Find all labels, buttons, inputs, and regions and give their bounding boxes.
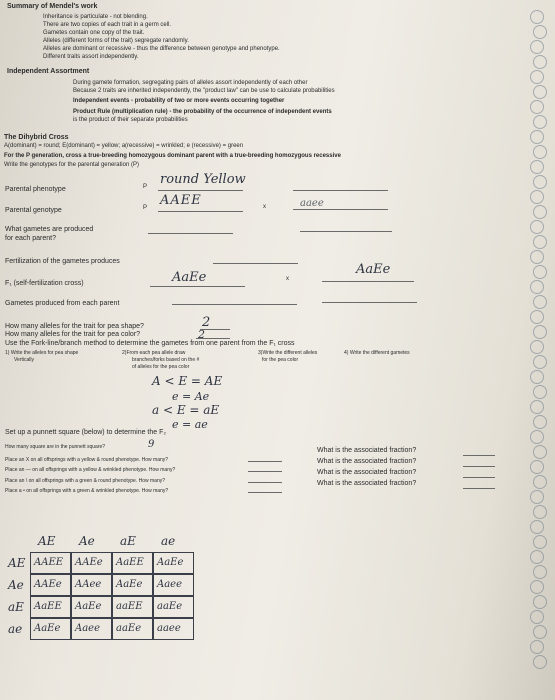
spiral-ring <box>530 130 544 144</box>
punnett-cell <box>153 552 194 574</box>
genotype-answer-line <box>158 211 243 212</box>
gametes-each-answer-line-2 <box>322 302 417 303</box>
count-answer-line <box>248 461 282 462</box>
forkline-step-1b: Vertically <box>14 357 35 363</box>
spiral-ring <box>533 115 547 129</box>
punnett-cell-genotype: Aaee <box>75 623 101 634</box>
punnett-cell <box>30 596 71 618</box>
punnett-cell <box>71 596 112 618</box>
spiral-ring <box>533 505 547 519</box>
fraction-question-1: What is the associated fraction? <box>317 447 417 454</box>
genotype-answer-line-2 <box>293 209 388 210</box>
spiral-ring <box>533 475 547 489</box>
summary-line: Alleles (different forms of the trait) segregate randomly. <box>43 38 189 44</box>
spiral-ring <box>533 625 547 639</box>
forkline-instruction: Use the Fork-line/branch method to determine the gametes from one parent from the F₁ cross <box>5 340 295 347</box>
punnett-cell-genotype: aaEe <box>157 601 183 612</box>
spiral-ring <box>533 295 547 309</box>
spiral-ring <box>530 40 544 54</box>
handwritten-branch-1b: e = Ae <box>172 390 210 403</box>
punnett-cell-genotype: AaEE <box>34 601 62 612</box>
dihybrid-instruction-2: Write the genotypes for the parental generation (P) <box>4 162 139 168</box>
forkline-step-3: 3)Write the different alleles <box>258 350 318 356</box>
handwritten-branch-2b: e = ae <box>172 418 208 431</box>
handwritten-color-answer: 2 <box>198 328 205 341</box>
spiral-ring <box>533 145 547 159</box>
forkline-step-2: 2)From each pea allele draw <box>122 350 186 356</box>
forkline-step-3b: for the pea color <box>262 357 299 363</box>
parental-genotype-label: Parental genotype <box>5 207 62 214</box>
punnett-cell-genotype: AaEe <box>75 601 102 612</box>
forkline-step-2b: branches/forks based on the # <box>132 357 200 363</box>
handwritten-phenotype: round Yellow <box>160 172 246 187</box>
punnett-cell <box>112 596 153 618</box>
count-answer-line <box>248 471 282 472</box>
punnett-col-header: Ae <box>79 534 95 548</box>
spiral-ring <box>530 280 544 294</box>
punnett-cell <box>153 596 194 618</box>
punnett-how-many: How many square are in the punnett square? <box>5 444 106 450</box>
spiral-ring <box>533 385 547 399</box>
summary-line: Alleles are dominant or recessive - thus the difference between genotype and phenotype. <box>43 46 280 52</box>
dihybrid-key: A(dominant) = round; E(dominant) = yellow; a(recessive) = wrinkled; e (recessive) = green <box>4 143 244 149</box>
summary-line: Inheritance is particulate - not blending. <box>43 14 148 20</box>
spiral-ring <box>530 580 544 594</box>
spiral-ring <box>530 400 544 414</box>
p-generation-label: P <box>143 184 148 190</box>
spiral-ring <box>533 55 547 69</box>
gametes-answer-line-2 <box>300 231 392 232</box>
forkline-step-1: 1) Write the alleles for pea shape <box>5 350 79 356</box>
punnett-row-header: ae <box>8 622 23 636</box>
independent-line: Independent events - probability of two or more events occurring together <box>73 98 285 104</box>
dihybrid-title: The Dihybrid Cross <box>4 134 69 141</box>
fraction-question-4: What is the associated fraction? <box>317 480 417 487</box>
p-generation-label-2: P <box>143 205 148 211</box>
spiral-ring <box>530 610 544 624</box>
summary-line: Different traits assort independently. <box>43 54 139 60</box>
punnett-row-header: Ae <box>8 578 24 592</box>
color-answer-line <box>196 338 230 339</box>
fraction-answer-line <box>463 488 495 489</box>
fraction-answer-line <box>463 477 495 478</box>
punnett-cell-genotype: AaEE <box>116 557 144 568</box>
punnett-col-header: aE <box>120 534 136 548</box>
handwritten-genotype-right: aaee <box>300 198 324 209</box>
question-pea-color: How many alleles for the trait for pea color? <box>5 331 141 338</box>
handwritten-genotype-left: AAEE <box>160 193 202 208</box>
punnett-cell-genotype: aaEe <box>116 623 142 634</box>
spiral-ring <box>533 85 547 99</box>
spiral-ring <box>533 175 547 189</box>
f1-answer-line-2 <box>322 281 414 282</box>
punnett-question-1: Place an X on all offsprings with a yellow & round phenotype. How many? <box>5 457 169 463</box>
gametes-answer-line <box>148 233 233 234</box>
spiral-ring <box>530 550 544 564</box>
summary-title: Summary of Mendel's work <box>7 3 98 10</box>
handwritten-branch-1: A < E = AE <box>152 374 223 388</box>
forkline-step-4: 4) Write the different gametes <box>344 350 410 356</box>
spiral-ring <box>533 205 547 219</box>
punnett-col-header: AE <box>38 534 56 548</box>
punnett-cell-genotype: AAEE <box>34 557 64 568</box>
count-answer-line <box>248 482 282 483</box>
fertilization-label: Fertilization of the gametes produces <box>5 258 120 265</box>
punnett-cell <box>112 618 153 640</box>
independent-line: Because 2 traits are inherited independently, the "product law" can be use to calculate probabilities <box>73 88 335 94</box>
punnett-cell <box>71 552 112 574</box>
punnett-cell-genotype: Aaee <box>157 579 183 590</box>
spiral-ring <box>530 10 544 24</box>
spiral-ring <box>530 250 544 264</box>
punnett-cell-genotype: AaEe <box>116 579 143 590</box>
spiral-ring <box>530 520 544 534</box>
fertilization-answer-line <box>213 263 298 264</box>
dihybrid-instruction: For the P generation, cross a true-breeding homozygous dominant parent with a true-breeding homozygous recessive <box>4 153 341 159</box>
spiral-ring <box>530 220 544 234</box>
independent-line: Product Rule (multiplication rule) - the probability of the occurrence of independent events <box>73 109 332 115</box>
count-answer-line <box>248 492 282 493</box>
spiral-ring <box>530 490 544 504</box>
spiral-ring <box>533 595 547 609</box>
fraction-question-2: What is the associated fraction? <box>317 458 417 465</box>
independent-line: During gamete formation, segregating pairs of alleles assort independently of each other <box>73 80 308 86</box>
spiral-ring <box>530 340 544 354</box>
phenotype-answer-line-2 <box>293 190 388 191</box>
punnett-cell-genotype: AAEe <box>75 557 103 568</box>
gametes-each-label: Gametes produced from each parent <box>5 300 120 307</box>
punnett-cell-genotype: AaEe <box>34 623 61 634</box>
spiral-ring <box>530 430 544 444</box>
cross-x: x <box>263 204 266 210</box>
punnett-cell <box>153 574 194 596</box>
punnett-cell <box>71 618 112 640</box>
summary-line: Gametes contain one copy of the trait. <box>43 30 145 36</box>
punnett-question-2: Place an — on all offsprings with a yellow & wrinkled phenotype. How many? <box>5 467 176 473</box>
spiral-ring <box>530 460 544 474</box>
handwritten-branch-2: a < E = aE <box>152 403 220 417</box>
spiral-ring <box>530 640 544 654</box>
spiral-ring <box>533 655 547 669</box>
punnett-cell <box>30 574 71 596</box>
punnett-cell <box>153 618 194 640</box>
question-pea-shape: How many alleles for the trait for pea shape? <box>5 323 144 330</box>
f1-label: F₁ (self-fertilization cross) <box>5 280 84 287</box>
fraction-answer-line <box>463 466 495 467</box>
spiral-ring <box>530 370 544 384</box>
phenotype-answer-line <box>158 190 243 191</box>
punnett-cell <box>30 552 71 574</box>
spiral-ring <box>533 535 547 549</box>
independent-line: is the product of their separate probabilities <box>73 117 188 123</box>
spiral-ring <box>530 70 544 84</box>
gametes-question: What gametes are produced <box>5 226 94 233</box>
spiral-ring <box>533 235 547 249</box>
spiral-ring <box>530 160 544 174</box>
punnett-cell <box>30 618 71 640</box>
spiral-ring <box>533 325 547 339</box>
punnett-title: Set up a punnett square (below) to determine the F₂ <box>5 429 167 436</box>
punnett-col-header: ae <box>161 534 176 548</box>
punnett-row-header: AE <box>8 556 26 570</box>
gametes-question-2: for each parent? <box>5 235 56 242</box>
punnett-row-header: aE <box>8 600 24 614</box>
fraction-answer-line <box>463 455 495 456</box>
fraction-question-3: What is the associated fraction? <box>317 469 417 476</box>
spiral-ring <box>533 565 547 579</box>
spiral-ring <box>533 445 547 459</box>
parental-phenotype-label: Parental phenotype <box>5 186 66 193</box>
spiral-ring <box>533 355 547 369</box>
spiral-ring <box>530 310 544 324</box>
punnett-cell-genotype: AAee <box>75 579 102 590</box>
punnett-cell <box>71 574 112 596</box>
punnett-cell-genotype: AAEe <box>34 579 62 590</box>
punnett-cell-genotype: aaee <box>157 623 181 634</box>
handwritten-f1-right: AaEe <box>356 262 391 277</box>
spiral-ring <box>533 265 547 279</box>
forkline-step-2c: of alleles for the pea color <box>132 364 190 370</box>
handwritten-shape-answer: 2 <box>202 315 211 330</box>
punnett-question-4: Place a • on all offsprings with a green & wrinkled phenotype. How many? <box>5 488 169 494</box>
handwritten-f2-ratio: 9 <box>148 439 155 450</box>
gametes-each-answer-line <box>172 304 297 305</box>
independent-title: Independent Assortment <box>7 68 90 75</box>
spiral-ring <box>533 25 547 39</box>
spiral-ring <box>530 190 544 204</box>
handwritten-f1-left: AaEe <box>172 270 207 285</box>
f1-cross-x: x <box>286 276 289 282</box>
spiral-ring <box>533 415 547 429</box>
punnett-question-3: Place an \ on all offsprings with a green & round phenotype. How many? <box>5 478 166 484</box>
spiral-ring <box>530 100 544 114</box>
f1-answer-line <box>150 286 245 287</box>
punnett-cell <box>112 552 153 574</box>
punnett-cell-genotype: aaEE <box>116 601 143 612</box>
punnett-cell <box>112 574 153 596</box>
punnett-cell-genotype: AaEe <box>157 557 184 568</box>
summary-line: There are two copies of each trait in a germ cell. <box>43 22 172 28</box>
